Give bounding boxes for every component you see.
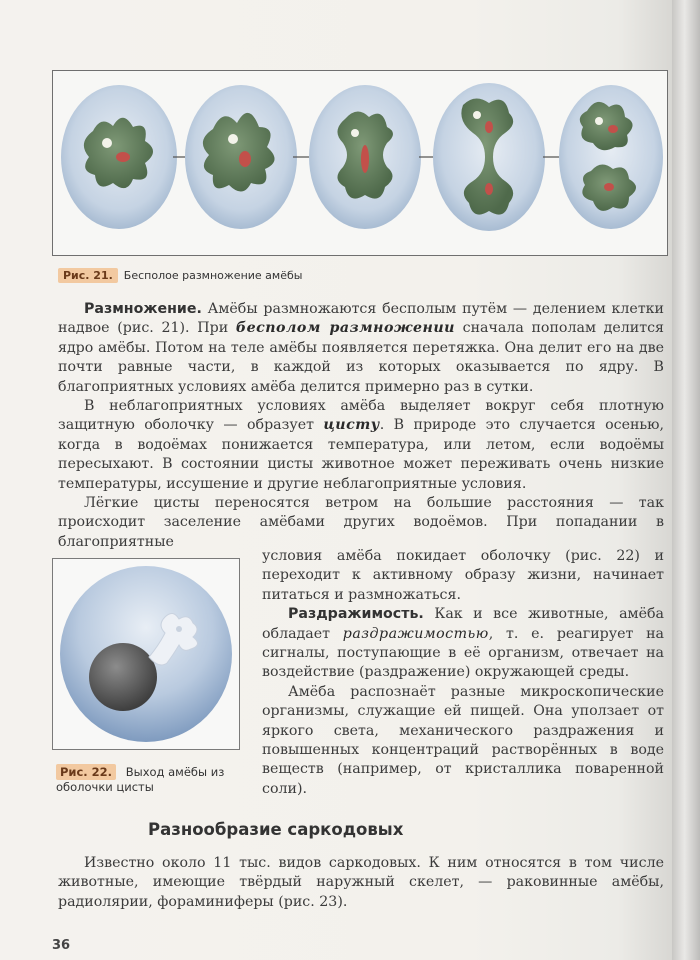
irritability-text-2: , т. е. реагирует на сигналы, поступающие в её организм, отвечает на воздействие (раздражение) окружающей среды. [262, 625, 664, 681]
cyst-text-1: В неблагоприятных условиях амёба выделяет вокруг себя плотную защитную оболочку — образует [58, 398, 664, 434]
paragraph-block-2 [262, 547, 664, 799]
cyst-paragraph [58, 397, 664, 494]
figure-22-caption [56, 765, 242, 795]
reproduction-paragraph [58, 300, 664, 397]
figure-22-illustration [52, 558, 240, 750]
amoeba-stage-3 [309, 85, 421, 229]
reproduction-heading: Размножение. [84, 301, 202, 317]
figure-22-caption-text: Выход амёбы из оболочки цисты [56, 765, 225, 794]
cyst-text-2: . В природе это случается осенью, когда в водоёмах понижается температура, или летом, если водоёмы пересыхают. В состоянии цисты животное может переживать очень низкие температуры, иссушение и другие неблагоприятные условия. [58, 417, 665, 492]
amoeba-division-sequence [53, 71, 667, 255]
irritability-text-1: Как и все животные, амёба обладает [262, 606, 664, 642]
amoeba-stage-4 [433, 83, 545, 231]
section-paragraph-block [58, 854, 664, 912]
recognition-paragraph: Амёба распознаёт разные микроскопические организмы, служащие ей пищей. Она уползает от яркого света, механического раздражения и повышенных концентраций растворённых в воде веществ (например, от кристаллика поваренной соли). [262, 683, 664, 797]
amoeba-stage-2 [185, 85, 297, 229]
figure-21-illustration [52, 70, 668, 256]
reproduction-text-2: сначала пополам делится ядро амёбы. Потом на теле амёбы появляется перетяжка. Она делит его на две почти равные части, в каждой из которых оказывается по ядру. В благоприятных условиях амёба делится примерно раз в сутки. [58, 320, 665, 395]
cyst-term: цисту [323, 417, 380, 434]
irritability-term: раздражимостью [342, 625, 489, 642]
figure-21-label: Рис. 21. [58, 268, 118, 283]
irritability-heading: Раздражимость. [288, 606, 424, 623]
section-paragraph: Известно около 11 тыс. видов саркодовых. К ним относятся в том числе животные, имеющие твёрдый наружный скелет, — раковинные амёбы, радиолярии, фораминиферы (рис. 23). [58, 855, 664, 910]
paragraph-block-1 [58, 300, 664, 552]
amoeba-stage-1 [61, 85, 177, 229]
figure-21-caption [58, 266, 302, 284]
page-number: 36 [52, 938, 71, 953]
irritability-paragraph [262, 605, 664, 683]
figure-21-caption-text: Бесполое размножение амёбы [123, 268, 303, 282]
asexual-reproduction-term: бесполом размножении [235, 320, 455, 337]
page-edge [672, 0, 700, 960]
figure-22-label: Рис. 22. [56, 764, 116, 780]
amoeba-leaving-cyst-image [53, 559, 239, 749]
reproduction-text-1: Амёбы размножаются бесполым путём — делением клетки надвое (рис. 21). При [58, 301, 664, 337]
section-title: Разнообразие саркодовых [148, 820, 404, 839]
light-cysts-continuation: условия амёба покидает оболочку (рис. 22) и переходит к активному образу жизни, начинает питаться и размножаться. [262, 548, 664, 603]
amoeba-stage-5 [559, 85, 663, 229]
light-cysts-paragraph: Лёгкие цисты переносятся ветром на большие расстояния — так происходит заселение амёбами других водоёмов. При попадании в благоприятные [58, 495, 664, 550]
